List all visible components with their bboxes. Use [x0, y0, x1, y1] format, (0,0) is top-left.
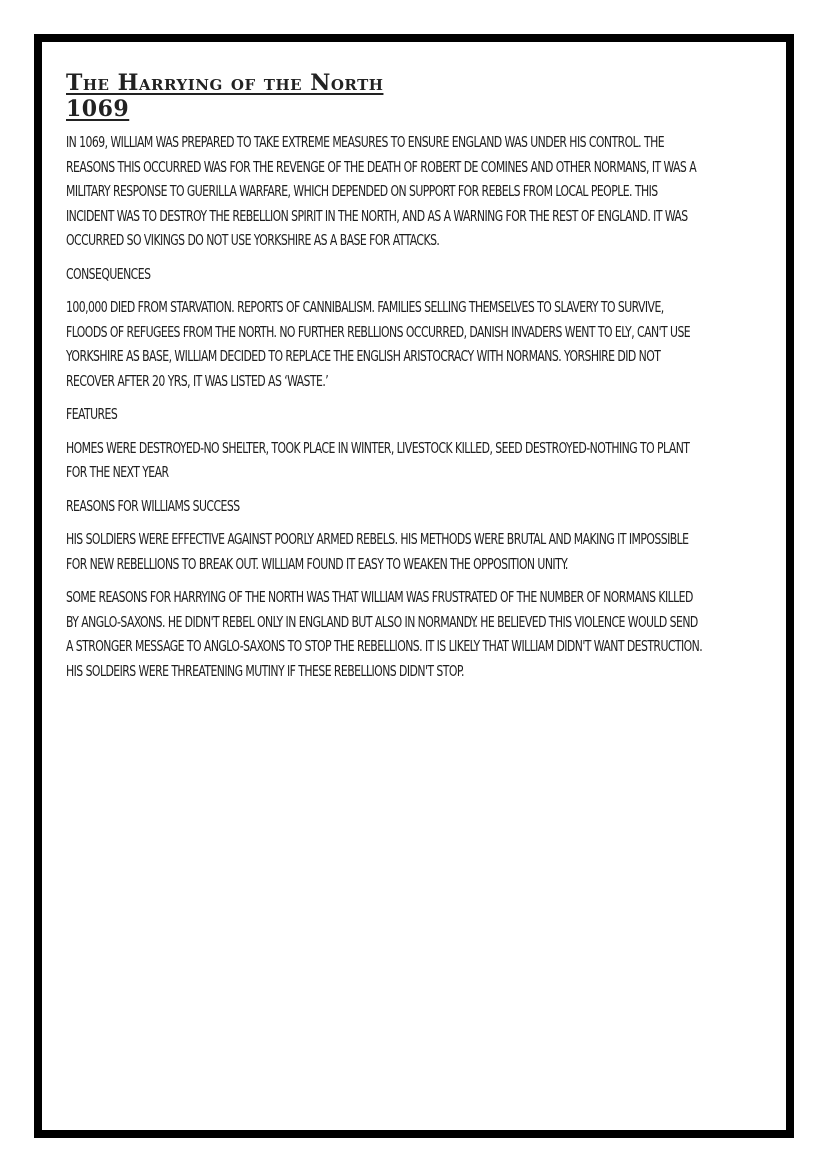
closing-paragraph: SOME REASONS FOR HARRYING OF THE NORTH WAS THAT WILLIAM WAS FRUSTRATED OF THE NUMBER OF NORMANS KILLED BY ANGLO-SAXONS. HE DIDN'T REBEL ONLY IN ENGLAND BUT ALSO IN NORMANDY. HE BELIEVED THIS VIOLENCE WOULD SEND A STRONGER MESSAGE TO ANGLO-SAXONS TO STOP THE REBELLIONS. IT IS LIKELY THAT WILLIAM DIDN'T WANT DESTRUCTION. HIS SOLDEIRS WERE THREATENING MUTINY IF THESE REBELLIONS DIDN'T STOP. [66, 588, 703, 680]
section-body-consequences: 100,000 DIED FROM STARVATION. REPORTS OF CANNIBALISM. FAMILIES SELLING THEMSELVES TO SLAVERY TO SURVIVE, FLOODS OF REFUGEES FROM THE NORTH. NO FURTHER REBLLIONS OCCURRED, DANISH INVADERS WENT TO ELY, CAN'T USE YORKSHIRE AS BASE, WILLIAM DECIDED TO REPLACE THE ENGLISH ARISTOCRACY WITH NORMANS. YORSHIRE DID NOT RECOVER AFTER 20 YRS, IT WAS LISTED AS ‘WASTE.’ [66, 298, 691, 390]
document-content [66, 70, 706, 692]
section-body-features: HOMES WERE DESTROYED-NO SHELTER, TOOK PLACE IN WINTER, LIVESTOCK KILLED, SEED DESTROYED-NOTHING TO PLANT FOR THE NEXT YEAR [66, 438, 690, 481]
section-heading-reasons-for-success: REASONS FOR WILLIAMS SUCCESS [66, 496, 240, 515]
page-title [66, 70, 706, 122]
section-heading-consequences: CONSEQUENCES [66, 264, 151, 283]
section-heading-features: FEATURES [66, 405, 118, 423]
title-line-2-year: 1069 [66, 96, 130, 122]
title-line-1: The Harrying of the North [66, 70, 384, 96]
section-body-reasons-for-success: HIS SOLDIERS WERE EFFECTIVE AGAINST POORLY ARMED REBELS. HIS METHODS WERE BRUTAL AND MAKING IT IMPOSSIBLE FOR NEW REBELLIONS TO BREAK OUT. WILLIAM FOUND IT EASY TO WEAKEN THE OPPOSITION UNITY. [66, 530, 689, 573]
intro-paragraph: IN 1069, WILLIAM WAS PREPARED TO TAKE EXTREME MEASURES TO ENSURE ENGLAND WAS UNDER HIS CONTROL. THE REASONS THIS OCCURRED WAS FOR THE REVENGE OF THE DEATH OF ROBERT DE COMINES AND OTHER NORMANS, IT WAS A MILITARY RESPONSE TO GUERILLA WARFARE, WHICH DEPENDED ON SUPPORT FOR REBELS FROM LOCAL PEOPLE. THIS INCIDENT WAS TO DESTROY THE REBELLION SPIRIT IN THE NORTH, AND AS A WARNING FOR THE REST OF ENGLAND. IT WAS OCCURRED SO VIKINGS DO NOT USE YORKSHIRE AS A BASE FOR ATTACKS. [66, 133, 697, 249]
